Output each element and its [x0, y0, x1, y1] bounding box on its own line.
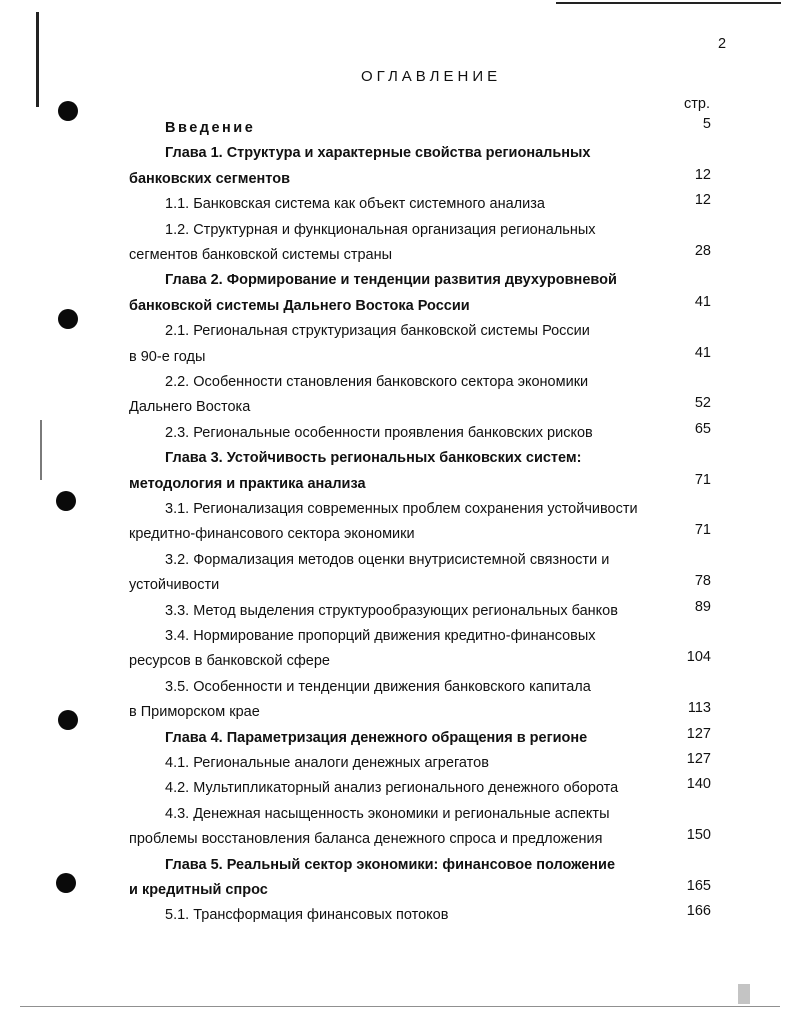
binder-hole [56, 491, 76, 511]
toc-page-number: 78 [694, 573, 711, 590]
bottom-scan-line [20, 1006, 780, 1007]
toc-page-number: 140 [686, 776, 711, 793]
toc-entry-title: 4.3. Денежная насыщенность экономики и региональные аспекты [165, 805, 610, 822]
toc-page-number: 41 [694, 344, 711, 361]
page-title: ОГЛАВЛЕНИЕ [361, 68, 502, 85]
corner-speck [738, 984, 750, 1004]
toc-page-number: 5 [702, 116, 711, 132]
toc-page-number: 12 [694, 192, 711, 209]
toc-entry-title: Глава 4. Параметризация денежного обращения в регионе [165, 729, 588, 746]
toc-entry-title: 2.2. Особенности становления банковского сектора экономики [165, 374, 589, 390]
toc-entry-title-continued: проблемы восстановления баланса денежного спроса и предложения [129, 831, 603, 848]
toc-entry-title: 1.1. Банковская система как объект системного анализа [165, 196, 545, 213]
toc-page-number: 71 [694, 522, 711, 539]
toc-entry-title: 4.1. Региональные аналоги денежных агрегатов [165, 755, 489, 771]
toc-entry-title: Глава 3. Устойчивость региональных банковских систем: [165, 450, 582, 467]
toc-page-number: 127 [686, 751, 711, 767]
toc-entry-title-continued: в 90-е годы [129, 348, 206, 365]
toc-entry-title-continued: и кредитный спрос [129, 882, 268, 898]
toc-entry-title-continued: сегментов банковской системы страны [129, 247, 393, 263]
toc-page-number: 150 [686, 827, 711, 844]
toc-page-number: 113 [687, 700, 711, 717]
toc-entry-title: 5.1. Трансформация финансовых потоков [165, 907, 449, 924]
toc-entry-title-continued: банковской системы Дальнего Востока России [129, 297, 470, 314]
toc-page-number: 166 [686, 903, 711, 920]
toc-entry-title-continued: ресурсов в банковской сфере [129, 653, 330, 670]
binder-hole [56, 873, 76, 893]
toc-entry-title: Глава 5. Реальный сектор экономики: финансовое положение [165, 856, 616, 873]
toc-entry-title-continued: устойчивости [129, 577, 220, 594]
toc-page-number: 65 [694, 420, 711, 437]
toc-entry-title: 3.5. Особенности и тенденции движения банковского капитала [165, 678, 591, 695]
toc-entry-title: 4.2. Мультипликаторный анализ регионального денежного оборота [165, 780, 619, 797]
top-scan-line [556, 2, 781, 4]
toc-entry-title-continued: банковских сегментов [129, 170, 290, 187]
toc-page-number: 165 [686, 878, 711, 894]
toc-entry-title: Введение [165, 120, 256, 136]
toc-entry-title: Глава 1. Структура и характерные свойства региональных [165, 145, 591, 162]
binder-hole [58, 309, 78, 329]
toc-page-number: 127 [686, 725, 711, 742]
toc-entry-title: 2.1. Региональная структуризация банковской системы России [165, 323, 590, 340]
toc-entry-title: 1.2. Структурная и функциональная организация региональных [165, 221, 596, 238]
toc-entry-title: 3.3. Метод выделения структурообразующих региональных банков [165, 602, 618, 619]
toc-page-number: 71 [694, 471, 711, 488]
toc-page-number: 41 [694, 293, 711, 310]
toc-entry-title-continued: кредитно-финансового сектора экономики [129, 526, 415, 543]
toc-entry-title-continued: методология и практика анализа [129, 475, 366, 492]
binder-hole [58, 710, 78, 730]
page-column-label: стр. [684, 96, 710, 112]
toc-page-number: 12 [694, 166, 711, 183]
left-margin-line-lower [40, 420, 42, 480]
left-margin-line [36, 12, 39, 107]
toc-page-number: 104 [686, 649, 711, 666]
toc-entry-title: 3.2. Формализация методов оценки внутрисистемной связности и [165, 551, 610, 568]
toc-entry-title-continued: Дальнего Востока [129, 399, 251, 416]
toc-page-number: 52 [694, 395, 711, 412]
toc-entry-title: 3.4. Нормирование пропорций движения кредитно-финансовых [165, 628, 596, 644]
toc-page-number: 89 [694, 598, 711, 615]
toc-entry-title: Глава 2. Формирование и тенденции развития двухуровневой [165, 272, 617, 289]
binder-hole [58, 101, 78, 121]
toc-entry-title: 3.1. Регионализация современных проблем сохранения устойчивости [165, 501, 638, 517]
page-number: 2 [718, 36, 727, 52]
toc-entry-title: 2.3. Региональные особенности проявления банковских рисков [165, 424, 593, 441]
toc-entry-title-continued: в Приморском крае [129, 704, 260, 721]
toc-page-number: 28 [694, 243, 711, 259]
